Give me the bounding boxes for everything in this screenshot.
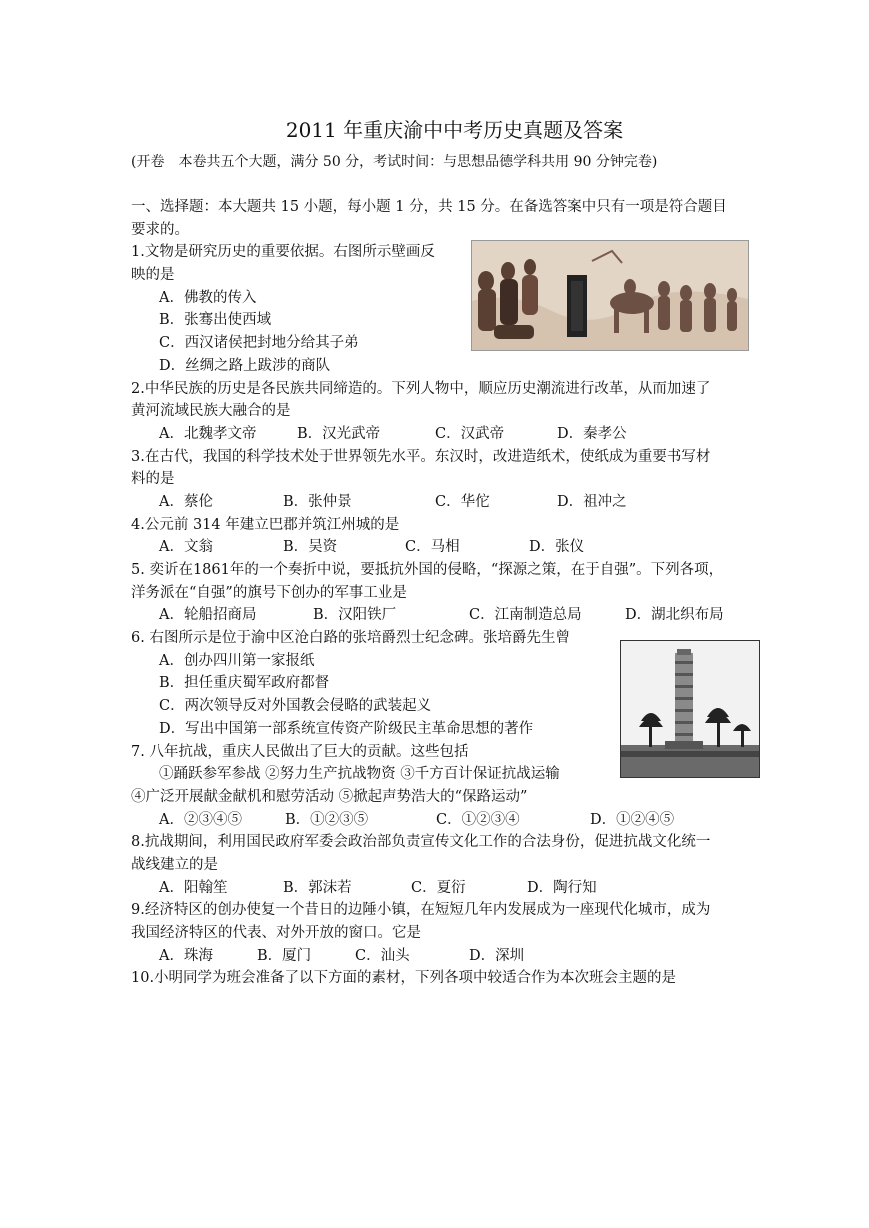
- q5-option-a: A．轮船招商局: [159, 607, 257, 624]
- q9-option-a: A．珠海: [159, 947, 213, 964]
- q8-options: [131, 877, 741, 900]
- q3-option-c: C．华佗: [435, 493, 490, 510]
- section-heading-line1: 一、选择题：本大题共 15 小题，每小题 1 分，共 15 分。在备选答案中只有一项是符合题目: [131, 199, 727, 215]
- q1-option-d: D．丝绸之路上跋涉的商队: [159, 357, 331, 374]
- q7-option-d: D．①②④⑤: [590, 811, 675, 828]
- q2-option-c: C．汉武帝: [435, 425, 505, 442]
- q7-options: [131, 809, 741, 832]
- question-content: [131, 196, 741, 990]
- q3-options: [131, 491, 741, 514]
- page-title: [0, 117, 869, 143]
- q5-option-b: B．汉阳铁厂: [313, 607, 397, 624]
- q7-option-a: A．②③④⑤: [159, 811, 242, 828]
- q4-stem-line1: 4.公元前 314 年建立巴郡并筑江州城的是: [131, 516, 400, 533]
- exam-subtitle: (开卷 本卷共五个大题，满分 50 分，考试时间：与思想品德学科共用 90 分钟完卷): [131, 154, 658, 170]
- q1-stem-line2: 映的是: [131, 267, 175, 284]
- q7-option-c: C．①②③④: [436, 811, 520, 828]
- q8-option-d: D．陶行知: [527, 879, 597, 896]
- q8-stem-line1: 8.抗战期间，利用国民政府军委会政治部负责宣传文化工作的合法身份，促进抗战文化统一: [131, 834, 711, 851]
- q6-stem-line1: 6. 右图所示是位于渝中区沧白路的张培爵烈士纪念碑。张培爵先生曾: [131, 630, 570, 647]
- q9-stem-line1: 9.经济特区的创办使复一个昔日的边陲小镇，在短短几年内发展成为一座现代化城市，成为: [131, 902, 711, 919]
- q2-stem-line1: 2.中华民族的历史是各民族共同缔造的。下列人物中，顺应历史潮流进行改革，从而加速了: [131, 380, 711, 397]
- q6-option-d: D．写出中国第一部系统宣传资产阶级民主革命思想的著作: [159, 720, 534, 737]
- q2-option-a: A．北魏孝文帝: [159, 425, 257, 442]
- q8-option-c: C．夏衍: [411, 879, 466, 896]
- q5-stem-line1: 5. 奕䜣在1861年的一个奏折中说，要抵抗外国的侵略，“探源之策，在于自强”。下列各项，: [131, 562, 724, 578]
- q9-stem-line2: 我国经济特区的代表、对外开放的窗口。它是: [131, 925, 421, 941]
- q8-stem-line2: 战线建立的是: [131, 856, 218, 873]
- q5-stem-line2: 洋务派在“自强”的旗号下创办的军事工业是: [131, 584, 407, 601]
- q3-stem-line1: 3.在古代，我国的科学技术处于世界领先水平。东汉时，改进造纸术，使纸成为重要书写材: [131, 448, 711, 465]
- q5-options: [131, 604, 741, 627]
- q9-option-d: D．深圳: [469, 947, 525, 964]
- q9-options: [131, 945, 741, 968]
- q10-stem-line1: 10.小明同学为班会准备了以下方面的素材，下列各项中较适合作为本次班会主题的是: [131, 970, 677, 987]
- q9-option-b: B．厦门: [257, 947, 312, 964]
- q4-option-d: D．张仪: [529, 539, 585, 556]
- q4-options: [131, 536, 741, 559]
- q3-stem-line2: 料的是: [131, 471, 175, 488]
- q2-option-b: B．汉光武帝: [297, 425, 381, 442]
- q4-option-b: B．吴资: [283, 539, 338, 556]
- q2-option-d: D．秦孝公: [557, 425, 627, 442]
- q5-option-c: C．江南制造总局: [469, 607, 582, 624]
- q1-option-a: A．佛教的传入: [159, 289, 257, 306]
- q2-options: [131, 423, 741, 446]
- q1-stem-line1: 1.文物是研究历史的重要依据。右图所示壁画反: [131, 244, 435, 261]
- q4-option-c: C．马相: [405, 539, 460, 556]
- q3-option-b: B．张仲景: [283, 493, 352, 510]
- q8-option-a: A．阳翰笙: [159, 879, 228, 896]
- q1-option-b: B．张骞出使西域: [159, 312, 272, 329]
- q6-option-a: A．创办四川第一家报纸: [159, 652, 315, 669]
- q9-option-c: C．汕头: [355, 947, 410, 964]
- q4-option-a: A．文翁: [159, 539, 213, 556]
- q8-option-b: B．郭沫若: [283, 879, 352, 896]
- q7-stem-line1: 7. 八年抗战，重庆人民做出了巨大的贡献。这些包括: [131, 743, 469, 760]
- q2-stem-line2: 黄河流域民族大融合的是: [131, 403, 291, 420]
- q7-option-b: B．①②③⑤: [285, 811, 369, 828]
- page-title-text: 2011 年重庆渝中中考历史真题及答案: [285, 118, 624, 142]
- q3-option-a: A．蔡伦: [159, 493, 213, 510]
- q6-option-b: B．担任重庆蜀军政府都督: [159, 675, 330, 692]
- q7-stem-line2: ①踊跃参军参战 ②努力生产抗战物资 ③千方百计保证抗战运输: [159, 766, 560, 783]
- q7-stem-line3: ④广泛开展献金献机和慰劳活动 ⑤掀起声势浩大的“保路运动”: [131, 788, 528, 805]
- q6-option-c: C．两次领导反对外国教会侵略的武装起义: [159, 698, 432, 715]
- q5-option-d: D．湖北织布局: [625, 607, 724, 624]
- q1-option-c: C．西汉诸侯把封地分给其子弟: [159, 335, 359, 352]
- section-heading-line2: 要求的。: [131, 221, 189, 238]
- q3-option-d: D．祖冲之: [557, 493, 627, 510]
